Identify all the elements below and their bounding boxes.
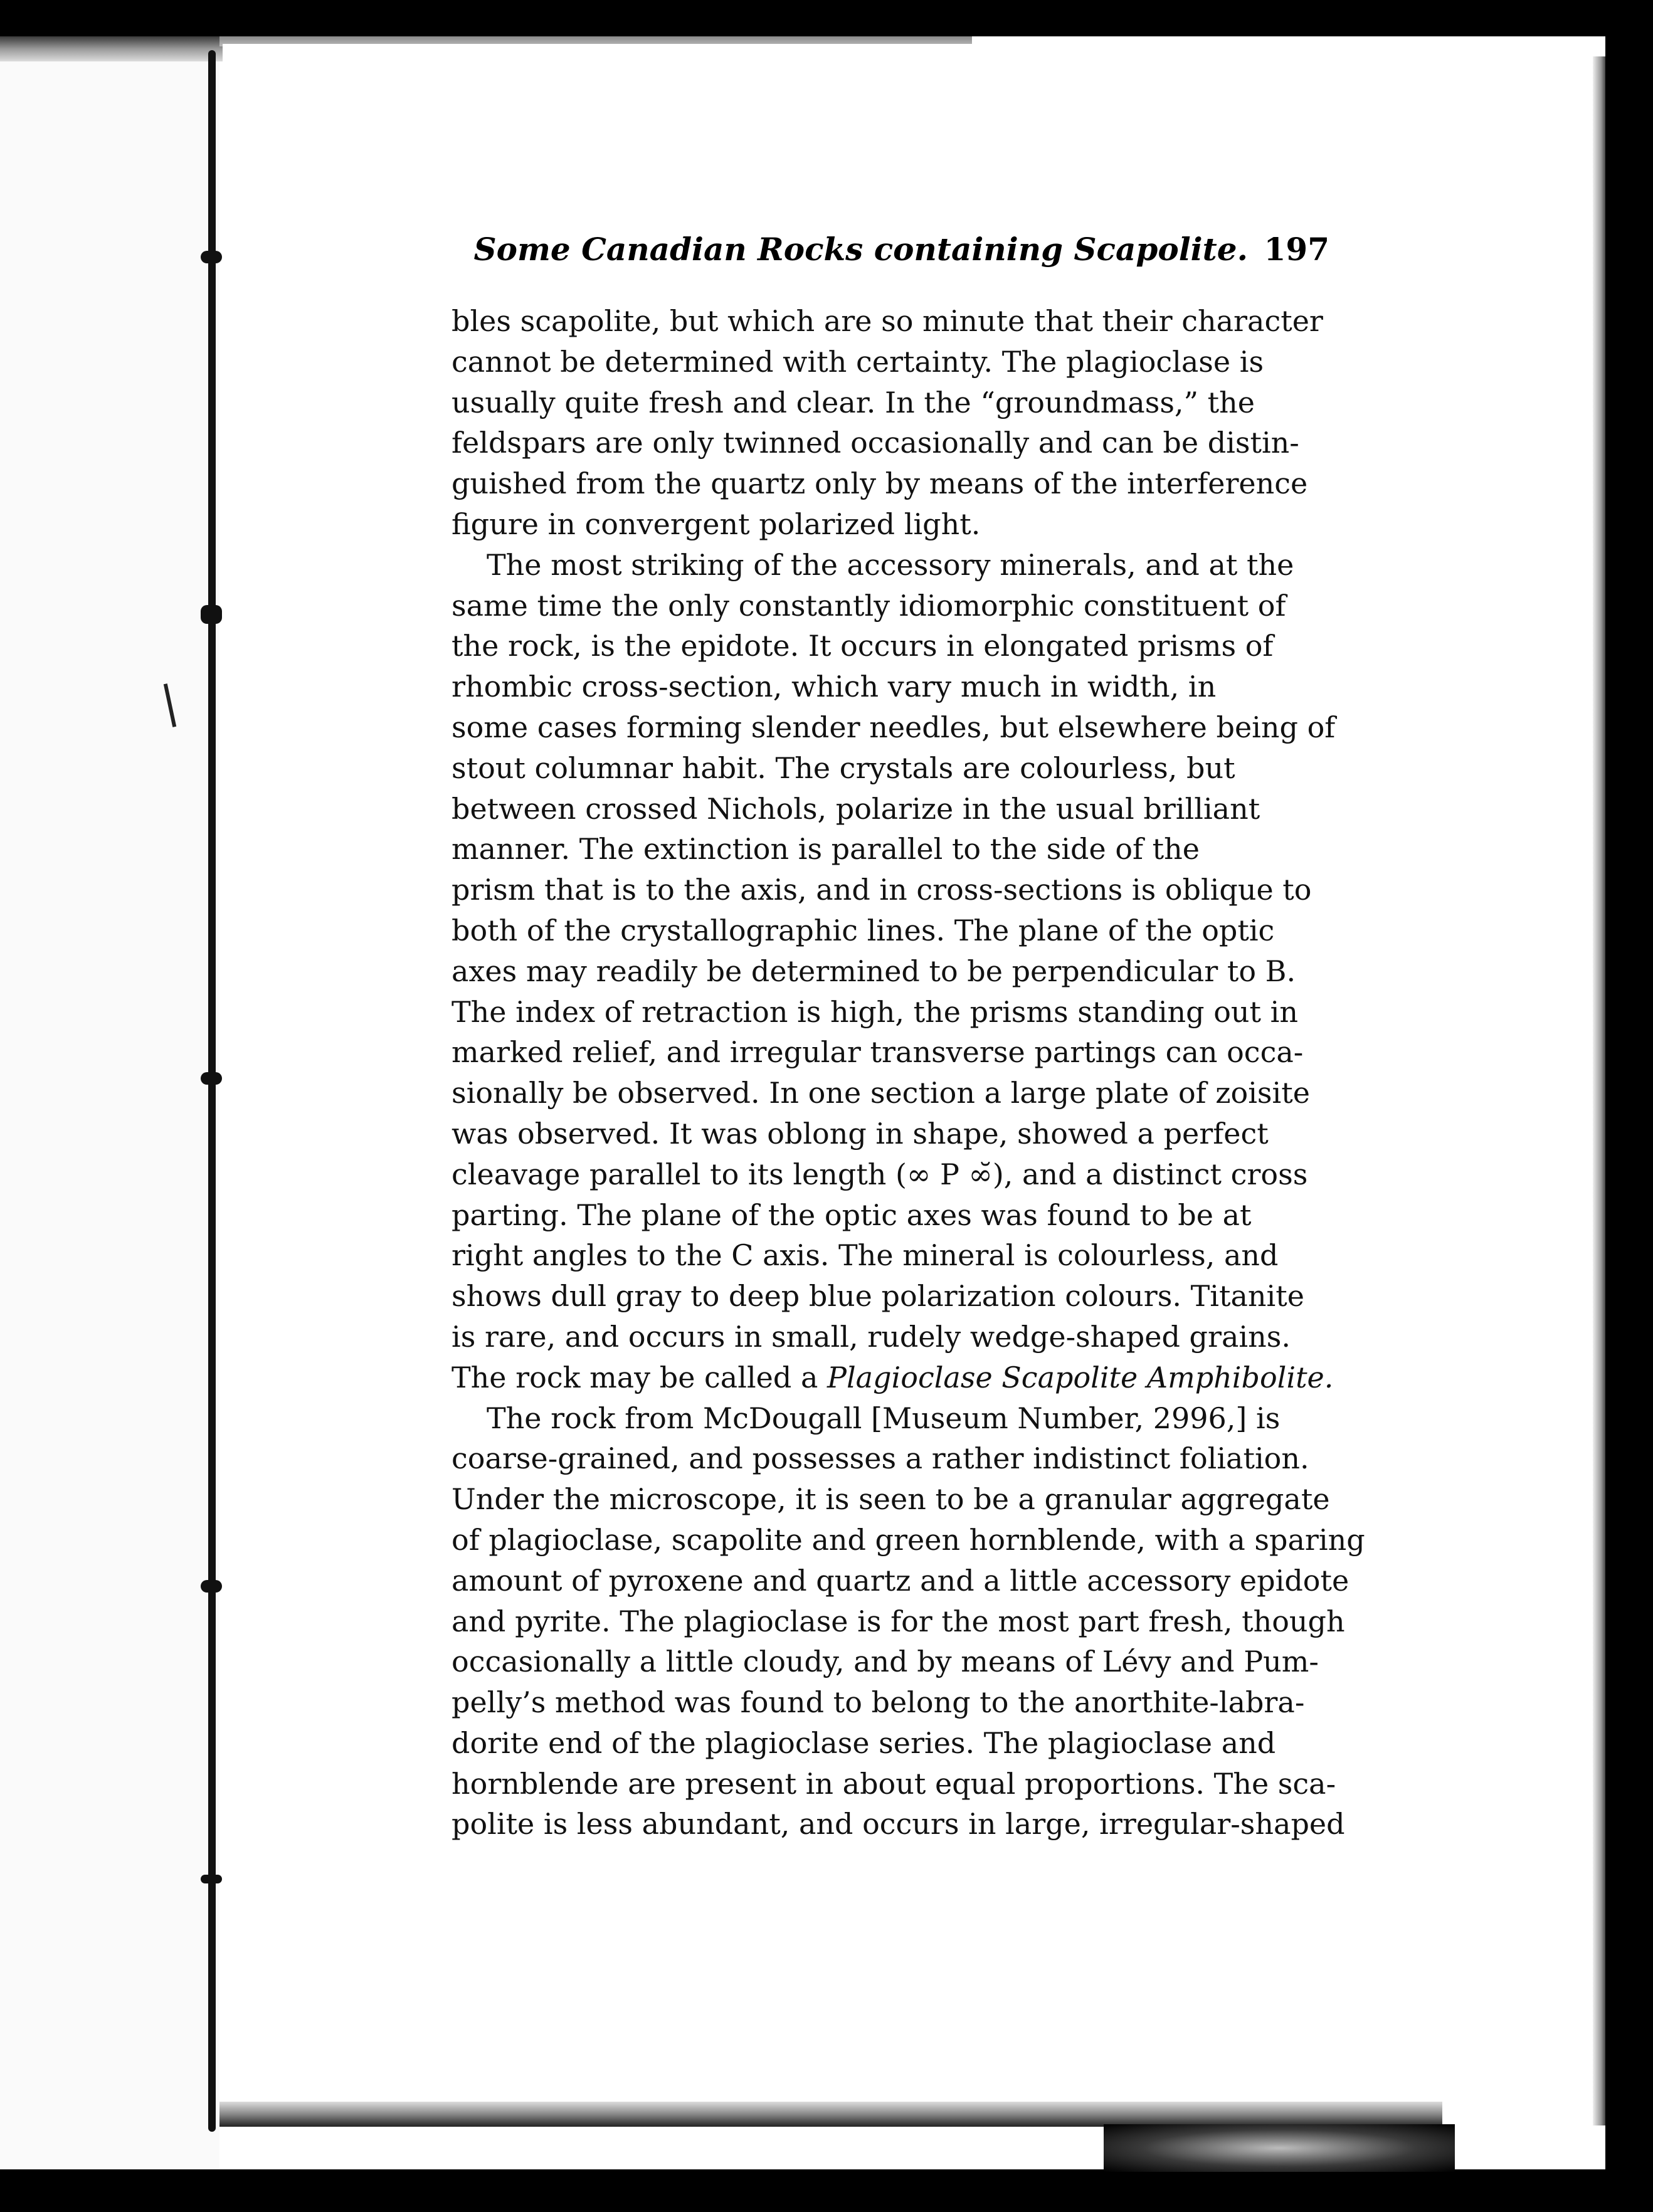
binding-notch bbox=[201, 1875, 222, 1883]
text-line: occasionally a little cloudy, and by means of Lévy and Pum- bbox=[452, 1645, 1319, 1679]
binding-notch bbox=[201, 1072, 222, 1085]
text-fragment: The rock may be called a bbox=[452, 1360, 827, 1394]
page-number: 197 bbox=[1264, 231, 1329, 268]
binding-gutter bbox=[208, 50, 216, 2132]
text-line: same time the only constantly idiomorphic constituent of bbox=[452, 588, 1286, 623]
text-line: between crossed Nichols, polarize in the usual brilliant bbox=[452, 791, 1260, 826]
text-line: stout columnar habit. The crystals are colourless, but bbox=[452, 750, 1235, 785]
text-line: The most striking of the accessory minerals, and at the bbox=[487, 547, 1294, 582]
text-line: was observed. It was oblong in shape, showed a perfect bbox=[452, 1116, 1269, 1151]
text-line: pelly’s method was found to belong to the anorthite-labra- bbox=[452, 1685, 1305, 1720]
text-line: cannot be determined with certainty. The plagioclase is bbox=[452, 344, 1264, 379]
text-line: bles scapolite, but which are so minute that their character bbox=[452, 304, 1323, 338]
text-line: the rock, is the epidote. It occurs in elongated prisms of bbox=[452, 629, 1274, 663]
text-line: guished from the quartz only by means of the interference bbox=[452, 466, 1308, 501]
binding-notch bbox=[201, 1580, 222, 1593]
text-line: dorite end of the plagioclase series. The plagioclase and bbox=[452, 1725, 1276, 1760]
bottom-shadow bbox=[1104, 2124, 1455, 2172]
text-line: The rock from McDougall [Museum Number, 2996,] is bbox=[487, 1401, 1281, 1435]
text-line: is rare, and occurs in small, rudely wedge-shaped grains. bbox=[452, 1319, 1291, 1354]
running-title: Some Canadian Rocks containing Scapolite. bbox=[473, 231, 1248, 268]
text-line: cleavage parallel to its length (∞ P ∞̆), and a distinct cross bbox=[452, 1157, 1308, 1191]
text-line: manner. The extinction is parallel to the side of the bbox=[452, 832, 1200, 866]
text-line: Under the microscope, it is seen to be a granular aggregate bbox=[452, 1482, 1330, 1517]
bottom-page-edge bbox=[219, 2102, 1442, 2127]
left-page-margin bbox=[0, 36, 219, 2169]
body-text bbox=[452, 301, 1365, 1845]
text-line: feldspars are only twinned occasionally and can be distin- bbox=[452, 426, 1299, 460]
text-line: figure in convergent polarized light. bbox=[452, 507, 981, 541]
rock-name: Plagioclase Scapolite Amphibolite. bbox=[827, 1360, 1334, 1394]
text-line: rhombic cross-section, which vary much in width, in bbox=[452, 670, 1217, 704]
text-line: parting. The plane of the optic axes was found to be at bbox=[452, 1198, 1252, 1232]
scan-border-bottom bbox=[0, 2169, 1653, 2212]
text-line: coarse-grained, and possesses a rather indistinct foliation. bbox=[452, 1441, 1309, 1476]
scan-border-top bbox=[0, 0, 1653, 36]
text-line: some cases forming slender needles, but elsewhere being of bbox=[452, 710, 1336, 744]
text-line: shows dull gray to deep blue polarization colours. Titanite bbox=[452, 1279, 1304, 1314]
text-line bbox=[452, 1357, 1333, 1398]
text-line: and pyrite. The plagioclase is for the most part fresh, though bbox=[452, 1604, 1345, 1638]
text-line: axes may readily be determined to be perpendicular to B. bbox=[452, 954, 1296, 988]
text-line: hornblende are present in about equal proportions. The sca- bbox=[452, 1766, 1336, 1801]
text-line: The index of retraction is high, the prisms standing out in bbox=[452, 994, 1298, 1029]
text-line: usually quite fresh and clear. In the “groundmass,” the bbox=[452, 385, 1255, 419]
text-line: amount of pyroxene and quartz and a little accessory epidote bbox=[452, 1563, 1349, 1598]
text-line: of plagioclase, scapolite and green hornblende, with a sparing bbox=[452, 1522, 1365, 1557]
scan-border-right bbox=[1605, 0, 1653, 2212]
text-line: marked relief, and irregular transverse partings can occa- bbox=[452, 1035, 1304, 1070]
text-line: prism that is to the axis, and in cross-sections is oblique to bbox=[452, 873, 1312, 907]
text-line: sionally be observed. In one section a large plate of zoisite bbox=[452, 1076, 1310, 1110]
running-head bbox=[473, 231, 1329, 281]
text-line: both of the crystallographic lines. The plane of the optic bbox=[452, 913, 1275, 947]
text-line: polite is less abundant, and occurs in large, irregular-shaped bbox=[452, 1807, 1345, 1841]
binding-notch bbox=[201, 605, 222, 624]
text-line: right angles to the C axis. The mineral is colourless, and bbox=[452, 1238, 1279, 1273]
binding-notch bbox=[201, 251, 222, 263]
